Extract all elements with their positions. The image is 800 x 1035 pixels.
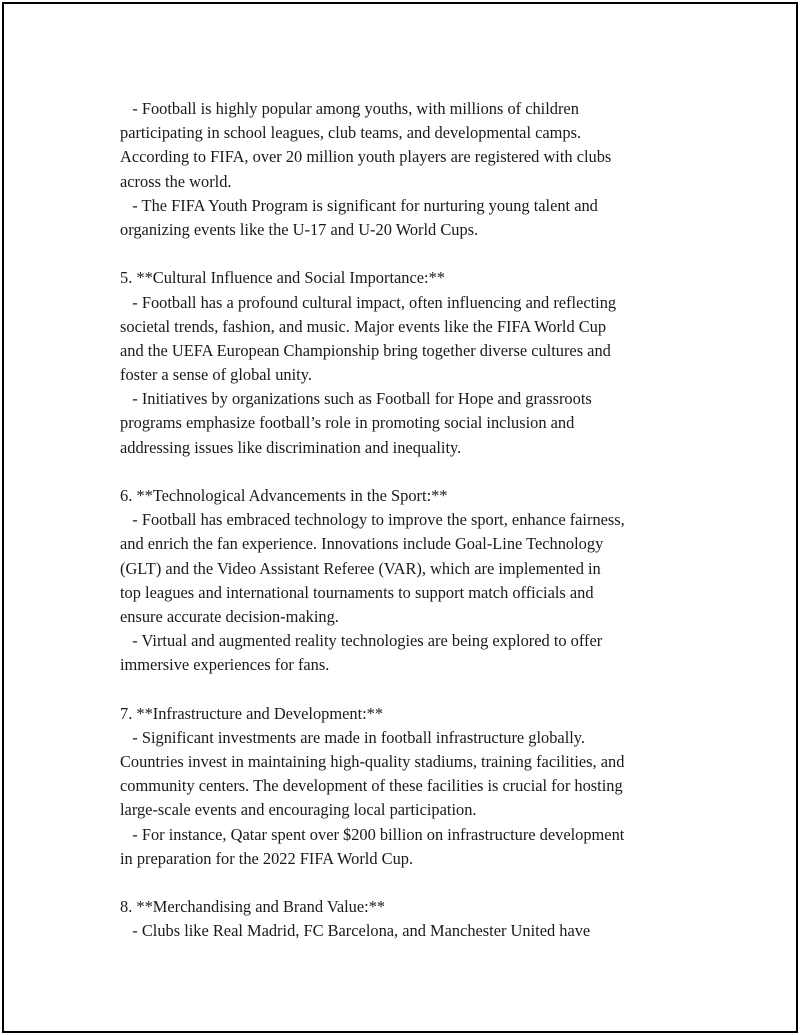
text-line: organizing events like the U-17 and U-20 World Cups.	[120, 219, 479, 239]
paragraph-spacer	[120, 678, 700, 702]
section-cultural-influence	[120, 266, 700, 460]
text-line: - Virtual and augmented reality technologies are being explored to offer	[120, 631, 603, 651]
text-line: - Football is highly popular among youths, with millions of children	[120, 99, 579, 118]
text-line: foster a sense of global unity.	[120, 365, 312, 385]
section-heading: 5. **Cultural Influence and Social Importance:**	[120, 268, 445, 288]
text-line: According to FIFA, over 20 million youth players are registered with clubs	[120, 147, 612, 167]
text-line: participating in school leagues, club teams, and developmental camps.	[120, 123, 582, 143]
section-infrastructure	[120, 702, 700, 871]
text-line: - Significant investments are made in football infrastructure globally.	[120, 727, 586, 747]
section-merchandising	[120, 895, 700, 943]
text-line: ensure accurate decision-making.	[120, 606, 339, 626]
text-line: and the UEFA European Championship bring together diverse cultures and	[120, 340, 611, 360]
paragraph-spacer	[120, 871, 700, 895]
section-heading: 7. **Infrastructure and Development:**	[120, 703, 384, 723]
page-frame	[2, 2, 798, 1033]
text-line: addressing issues like discrimination and inequality.	[120, 437, 462, 457]
section-heading: 8. **Merchandising and Brand Value:**	[120, 897, 386, 917]
text-line: top leagues and international tournaments to support match officials and	[120, 582, 594, 602]
text-line: across the world.	[120, 171, 232, 191]
text-line: - For instance, Qatar spent over $200 billion on infrastructure development	[120, 824, 625, 844]
text-line: community centers. The development of these facilities is crucial for hosting	[120, 776, 623, 796]
text-line: - Clubs like Real Madrid, FC Barcelona, and Manchester United have	[120, 921, 591, 941]
section-heading: 6. **Technological Advancements in the Sport:**	[120, 486, 448, 505]
document-body	[120, 97, 700, 944]
text-line: immersive experiences for fans.	[120, 655, 330, 675]
section-youth-participation	[120, 97, 700, 242]
text-line: and enrich the fan experience. Innovations include Goal-Line Technology	[120, 534, 604, 554]
text-line: programs emphasize football’s role in promoting social inclusion and	[120, 413, 575, 433]
text-line: - Initiatives by organizations such as Football for Hope and grassroots	[120, 389, 592, 409]
text-line: - Football has embraced technology to improve the sport, enhance fairness,	[120, 510, 625, 530]
text-line: large-scale events and encouraging local participation.	[120, 800, 477, 820]
text-line: (GLT) and the Video Assistant Referee (VAR), which are implemented in	[120, 558, 601, 578]
text-line: Countries invest in maintaining high-quality stadiums, training facilities, and	[120, 752, 625, 772]
text-line: - Football has a profound cultural impact, often influencing and reflecting	[120, 292, 617, 312]
paragraph-spacer	[120, 242, 700, 266]
text-line: societal trends, fashion, and music. Major events like the FIFA World Cup	[120, 316, 607, 336]
paragraph-spacer	[120, 460, 700, 484]
text-line: - The FIFA Youth Program is significant for nurturing young talent and	[120, 195, 598, 215]
text-line: in preparation for the 2022 FIFA World Cup.	[120, 848, 414, 868]
section-technological-advancements	[120, 484, 700, 678]
